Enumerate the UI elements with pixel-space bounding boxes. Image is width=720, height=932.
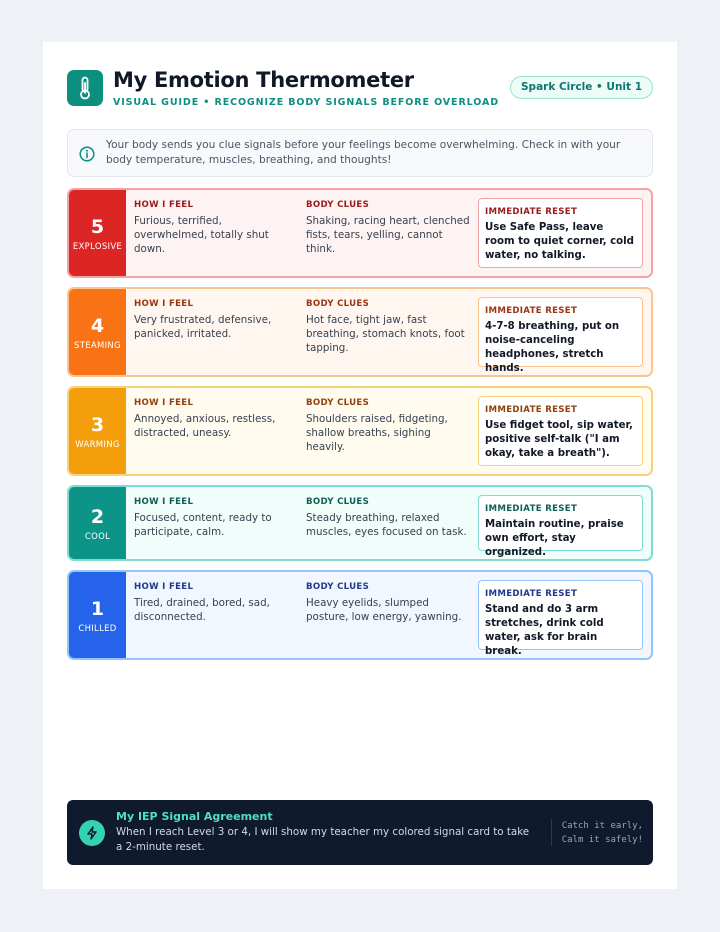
level-number: 2 [90,506,105,528]
level-name: WARMING [75,440,120,450]
how-i-feel-column [134,497,292,539]
iep-agreement-banner [67,800,653,865]
how-i-feel-column [134,200,292,256]
immediate-reset-heading: IMMEDIATE RESET [485,504,578,514]
lightning-icon [79,820,105,846]
unit-badge: Spark Circle • Unit 1 [510,76,653,99]
immediate-reset-heading: IMMEDIATE RESET [485,207,578,217]
level-number: 5 [90,216,105,238]
immediate-reset-heading: IMMEDIATE RESET [485,589,578,599]
thermometer-icon [67,70,103,106]
immediate-reset-text: Stand and do 3 arm stretches, drink cold water, ask for brain break. [485,604,604,657]
how-i-feel-text: Tired, drained, bored, sad, disconnected. [134,597,270,623]
level-badge [69,388,126,474]
body-clues-column [306,299,472,355]
level-number: 3 [90,414,105,436]
info-callout [67,129,653,177]
body-clues-heading: BODY CLUES [306,398,370,408]
body-clues-column [306,200,472,256]
how-i-feel-heading: HOW I FEEL [134,497,194,507]
level-card [67,287,653,377]
page-title: My Emotion Thermometer [113,68,414,92]
divider [551,819,552,846]
how-i-feel-column [134,582,292,624]
motto [562,819,643,847]
page-header [67,70,653,110]
body-clues-heading: BODY CLUES [306,582,370,592]
how-i-feel-heading: HOW I FEEL [134,398,194,408]
level-name: COOL [84,532,111,542]
immediate-reset-box [478,198,643,268]
immediate-reset-box [478,297,643,374]
body-clues-column [306,398,472,454]
how-i-feel-column [134,299,292,341]
agreement-text: When I reach Level 3 or 4, I will show my teacher my colored signal card to take a 2-minute reset. [116,826,530,853]
immediate-reset-text: Use fidget tool, sip water, positive self-talk ("I am okay, take a breath"). [485,420,633,459]
level-card [67,188,653,278]
how-i-feel-heading: HOW I FEEL [134,299,194,309]
how-i-feel-heading: HOW I FEEL [134,582,194,592]
body-clues-text: Shoulders raised, fidgeting, shallow breaths, sighing heavily. [306,413,448,453]
immediate-reset-heading: IMMEDIATE RESET [485,306,578,316]
page-subtitle: VISUAL GUIDE • RECOGNIZE BODY SIGNALS BEFORE OVERLOAD [113,97,500,108]
body-clues-text: Heavy eyelids, slumped posture, low energy, yawning. [306,597,462,623]
immediate-reset-box [478,396,643,466]
immediate-reset-text: 4-7-8 breathing, put on noise-canceling headphones, stretch hands. [485,321,620,374]
how-i-feel-text: Furious, terrified, overwhelmed, totally shut down. [134,215,269,255]
immediate-reset-box [478,580,643,657]
level-card [67,386,653,476]
body-clues-column [306,497,472,539]
body-clues-heading: BODY CLUES [306,200,370,210]
level-badge [69,190,126,276]
body-clues-text: Steady breathing, relaxed muscles, eyes focused on task. [306,512,467,538]
level-number: 4 [90,315,105,337]
level-badge [69,572,126,658]
how-i-feel-heading: HOW I FEEL [134,200,194,210]
immediate-reset-heading: IMMEDIATE RESET [485,405,578,415]
level-card [67,570,653,660]
body-clues-column [306,582,472,624]
body-clues-text: Hot face, tight jaw, fast breathing, stomach knots, foot tapping. [306,314,465,354]
info-icon [79,146,95,162]
level-badge [69,289,126,375]
how-i-feel-text: Very frustrated, defensive, panicked, irritated. [134,314,272,340]
motto-line-1: Catch it early, [561,821,643,831]
body-clues-heading: BODY CLUES [306,497,370,507]
level-number: 1 [90,598,105,620]
immediate-reset-text: Use Safe Pass, leave room to quiet corner, cold water, no talking. [485,222,634,261]
level-name: CHILLED [78,624,117,634]
level-name: STEAMING [74,341,121,351]
level-name: EXPLOSIVE [72,242,123,252]
body-clues-heading: BODY CLUES [306,299,370,309]
agreement-title: My IEP Signal Agreement [116,810,273,823]
how-i-feel-text: Focused, content, ready to participate, calm. [134,512,272,538]
worksheet-page [43,42,677,889]
immediate-reset-box [478,495,643,558]
how-i-feel-column [134,398,292,440]
motto-line-2: Calm it safely! [561,835,643,845]
info-text: Your body sends you clue signals before your feelings become overwhelming. Check in with your body temperature, muscles, breathing, and thoughts! [106,139,621,166]
how-i-feel-text: Annoyed, anxious, restless, distracted, uneasy. [134,413,276,439]
level-badge [69,487,126,559]
immediate-reset-text: Maintain routine, praise own effort, stay organized. [485,519,624,558]
level-card [67,485,653,561]
body-clues-text: Shaking, racing heart, clenched fists, tears, yelling, cannot think. [306,215,470,255]
